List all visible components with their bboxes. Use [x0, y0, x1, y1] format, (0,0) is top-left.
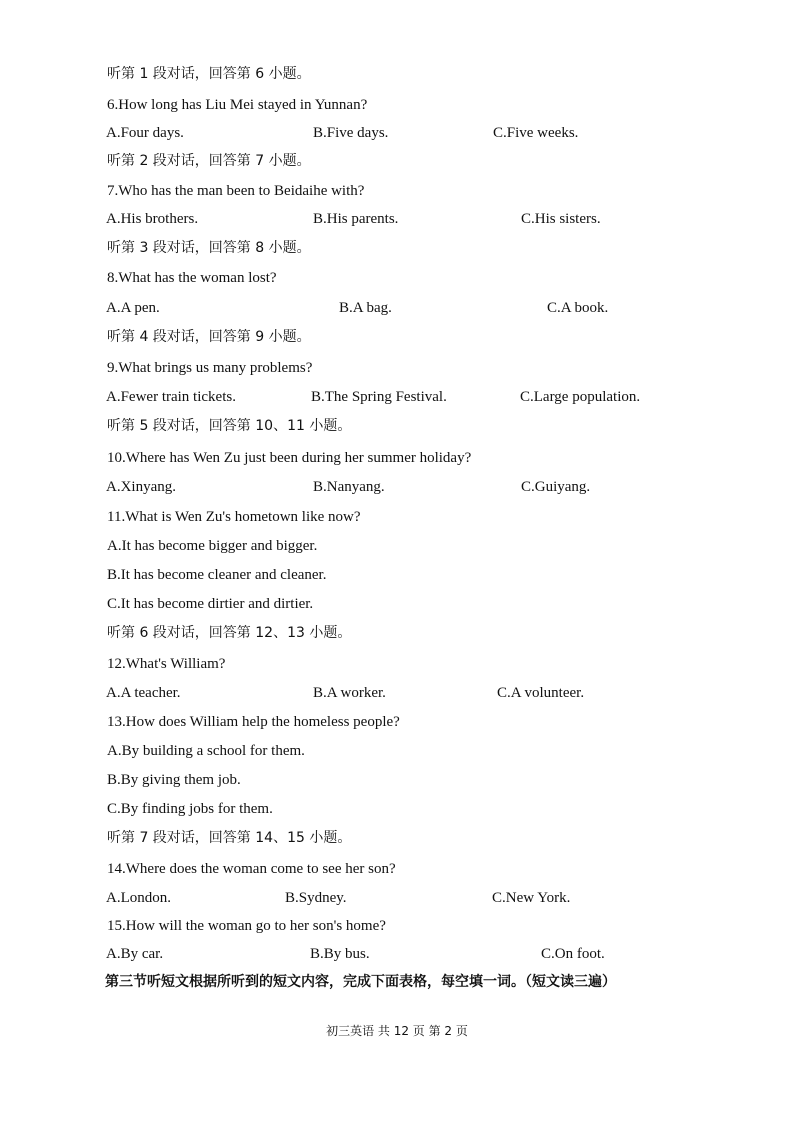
option-a: A.By car.: [106, 946, 164, 962]
dialogue-instruction: [0, 325, 794, 349]
option-c: C.A volunteer.: [497, 685, 585, 701]
dialogue-instruction: [0, 621, 794, 645]
options-row: [0, 681, 794, 705]
option-a: A.Xinyang.: [106, 479, 176, 495]
question: [0, 652, 794, 676]
option-line: [0, 563, 794, 587]
dialogue-instruction: [0, 414, 794, 438]
question: [0, 710, 794, 734]
option-b: B.His parents.: [313, 211, 399, 227]
option-text: C.It has become dirtier and dirtier.: [107, 596, 314, 612]
option-b: B.By bus.: [310, 946, 370, 962]
option-b: B.Nanyang.: [313, 479, 385, 495]
option-line: [0, 768, 794, 792]
option-text: B.By giving them job.: [107, 772, 241, 788]
dialogue-instruction: [0, 149, 794, 173]
option-b: B.The Spring Festival.: [311, 389, 447, 405]
option-text: B.It has become cleaner and cleaner.: [107, 567, 327, 583]
instruction-text: 听第 1 段对话，回答第 6 小题。: [107, 66, 311, 82]
option-line: [0, 534, 794, 558]
question: [0, 505, 794, 529]
question: [0, 914, 794, 938]
instruction-text: 听第 2 段对话，回答第 7 小题。: [107, 153, 311, 169]
question-text: 14.Where does the woman come to see her son?: [107, 861, 396, 877]
options-row: [0, 385, 794, 409]
option-line: [0, 592, 794, 616]
option-b: B.Sydney.: [285, 890, 347, 906]
dialogue-instruction: [0, 826, 794, 850]
question: [0, 266, 794, 290]
instruction-text: 听第 4 段对话，回答第 9 小题。: [107, 329, 311, 345]
option-a: A.A pen.: [106, 300, 160, 316]
question-text: 11.What is Wen Zu's hometown like now?: [107, 509, 361, 525]
question-text: 6.How long has Liu Mei stayed in Yunnan?: [107, 97, 368, 113]
options-row: [0, 942, 794, 966]
page-footer: 初三英语 共 12 页 第 2 页: [326, 1024, 468, 1038]
options-row: [0, 296, 794, 320]
question-text: 8.What has the woman lost?: [107, 270, 277, 286]
option-b: B.Five days.: [313, 125, 389, 141]
option-text: A.By building a school for them.: [107, 743, 305, 759]
options-row: [0, 475, 794, 499]
instruction-text: 听第 3 段对话，回答第 8 小题。: [107, 240, 311, 256]
option-c: C.A book.: [547, 300, 609, 316]
options-row: [0, 207, 794, 231]
question-text: 9.What brings us many problems?: [107, 360, 313, 376]
question-text: 10.Where has Wen Zu just been during her summer holiday?: [107, 450, 472, 466]
question-text: 7.Who has the man been to Beidaihe with?: [107, 183, 365, 199]
option-line: [0, 797, 794, 821]
option-b: B.A worker.: [313, 685, 386, 701]
option-line: [0, 739, 794, 763]
question-text: 12.What's William?: [107, 656, 226, 672]
instruction-text: 听第 6 段对话，回答第 12、13 小题。: [107, 625, 352, 641]
instruction-text: 听第 7 段对话，回答第 14、15 小题。: [107, 830, 352, 846]
options-row: [0, 121, 794, 145]
option-a: A.A teacher.: [106, 685, 181, 701]
question: [0, 356, 794, 380]
section-heading-text: 第三节听短文根据所听到的短文内容，完成下面表格，每空填一词。（短文读三遍）: [105, 974, 616, 990]
option-text: C.By finding jobs for them.: [107, 801, 273, 817]
option-a: A.Four days.: [106, 125, 184, 141]
section-heading: [0, 970, 794, 994]
option-a: A.Fewer train tickets.: [106, 389, 236, 405]
instruction-text: 听第 5 段对话，回答第 10、11 小题。: [107, 418, 352, 434]
option-c: C.New York.: [492, 890, 571, 906]
option-c: C.Guiyang.: [521, 479, 591, 495]
option-text: A.It has become bigger and bigger.: [107, 538, 318, 554]
question: [0, 857, 794, 881]
option-a: A.His brothers.: [106, 211, 199, 227]
option-a: A.London.: [106, 890, 171, 906]
question-text: 13.How does William help the homeless people?: [107, 714, 400, 730]
option-c: C.Five weeks.: [493, 125, 579, 141]
question: [0, 446, 794, 470]
option-c: C.On foot.: [541, 946, 605, 962]
question: [0, 93, 794, 117]
dialogue-instruction: [0, 62, 794, 86]
dialogue-instruction: [0, 236, 794, 260]
question: [0, 179, 794, 203]
option-c: C.His sisters.: [521, 211, 601, 227]
options-row: [0, 886, 794, 910]
question-text: 15.How will the woman go to her son's home?: [107, 918, 386, 934]
option-c: C.Large population.: [520, 389, 641, 405]
option-b: B.A bag.: [339, 300, 392, 316]
